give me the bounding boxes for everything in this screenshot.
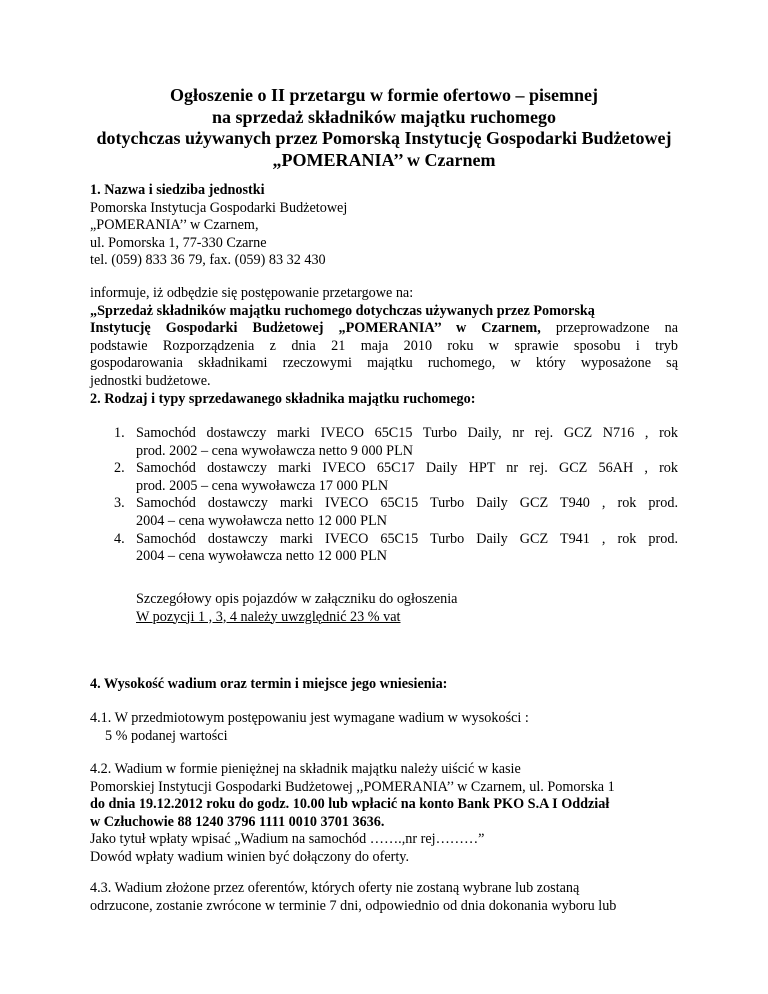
intro-line: gospodarowania składnikami rzeczowymi majątku ruchomego, w który wyposażone są <box>90 355 678 372</box>
paragraph-line: Jako tytuł wpłaty wpisać „Wadium na samochód …….,nr rej………” <box>90 831 485 848</box>
paragraph-4-1 <box>90 710 678 745</box>
section-4-heading: 4. Wysokość wadium oraz termin i miejsce jego wniesienia: <box>90 676 448 692</box>
deposit-deadline-line: do dnia 19.12.2012 roku do godz. 10.00 lub wpłacić na konto Bank PKO S.A I Oddział <box>90 796 610 813</box>
title-line-1: Ogłoszenie o II przetargu w formie ofertowo – pisemnej <box>170 85 598 105</box>
list-item-number: 2. <box>114 460 125 477</box>
section-2-heading-wrap <box>90 391 678 409</box>
paragraph-line: 5 % podanej wartości <box>105 727 228 744</box>
list-item-line: 2004 – cena wywoławcza netto 12 000 PLN <box>136 512 387 529</box>
section-1-heading: 1. Nazwa i siedziba jednostki <box>90 182 265 198</box>
list-item-line: prod. 2002 – cena wywoławcza netto 9 000 PLN <box>136 442 413 459</box>
section-1 <box>90 182 678 270</box>
paragraph-line: Dowód wpłaty wadium winien być dołączony do oferty. <box>90 848 410 865</box>
paragraph-4-3 <box>90 880 678 915</box>
list-item-number: 3. <box>114 495 125 512</box>
intro-bold-fragment: Instytucję Gospodarki Budżetowej „POMERANIA’’ w Czarnem, <box>90 320 541 337</box>
list-item <box>90 531 678 566</box>
intro-normal-fragment: przeprowadzone na <box>540 320 678 337</box>
title-line-3: dotychczas używanych przez Pomorską Instytucję Gospodarki Budżetowej <box>96 128 672 148</box>
intro-bold-line: „Sprzedaż składników majątku ruchomego dotychczas używanych przez Pomorską <box>90 302 595 319</box>
intro-line: informuje, iż odbędzie się postępowanie przetargowe na: <box>90 285 414 301</box>
address-line: ul. Pomorska 1, 77-330 Czarne <box>90 234 267 251</box>
section-2-heading: 2. Rodzaj i typy sprzedawanego składnika majątku ruchomego: <box>90 391 476 407</box>
paragraph-line: Pomorskiej Instytucji Gospodarki Budżetowej ,,POMERANIA’’ w Czarnem, ul. Pomorska 1 <box>90 778 615 795</box>
vehicle-notes <box>136 591 678 626</box>
section-4-heading-wrap <box>90 676 678 694</box>
list-item-line: Samochód dostawczy marki IVECO 65C15 Turbo Daily GCZ T940 , rok prod. <box>136 495 678 512</box>
bank-account-line: w Człuchowie 88 1240 3796 1111 0010 3701 3636. <box>90 813 385 830</box>
list-item-line: Samochód dostawczy marki IVECO 65C15 Turbo Daily, nr rej. GCZ N716 , rok <box>136 425 678 441</box>
list-item-number: 4. <box>114 530 125 547</box>
intro-paragraph <box>90 285 678 391</box>
address-line: Pomorska Instytucja Gospodarki Budżetowej <box>90 199 348 216</box>
title-line-2: na sprzedaż składników majątku ruchomego <box>211 106 557 127</box>
list-item-line: prod. 2005 – cena wywoławcza 17 000 PLN <box>136 477 389 494</box>
attachment-note: Szczegółowy opis pojazdów w załączniku do ogłoszenia <box>136 591 458 607</box>
list-item-line: 2004 – cena wywoławcza netto 12 000 PLN <box>136 548 387 565</box>
paragraph-4-2 <box>90 761 678 867</box>
list-item <box>90 425 678 460</box>
list-item <box>90 460 678 495</box>
list-item-number: 1. <box>114 425 125 441</box>
intro-line: podstawie Rozporządzenia z dnia 21 maja 2010 roku w sprawie sposobu i tryb <box>90 337 678 354</box>
document-title <box>60 85 708 171</box>
intro-line: jednostki budżetowe. <box>90 372 211 389</box>
list-item <box>90 495 678 530</box>
list-item-line: Samochód dostawczy marki IVECO 65C17 Daily HPT nr rej. GCZ 56AH , rok <box>136 460 678 477</box>
intro-mixed-line <box>90 320 678 338</box>
paragraph-line: 4.1. W przedmiotowym postępowaniu jest wymagane wadium w wysokości : <box>90 710 529 726</box>
contact-line: tel. (059) 833 36 79, fax. (059) 83 32 430 <box>90 252 326 269</box>
title-line-4: „POMERANIA’’ w Czarnem <box>272 149 496 170</box>
vat-note: W pozycji 1 , 3, 4 należy uwzględnić 23 % vat <box>136 608 401 625</box>
list-item-line: Samochód dostawczy marki IVECO 65C15 Turbo Daily GCZ T941 , rok prod. <box>136 530 678 547</box>
paragraph-line: odrzucone, zostanie zwrócone w terminie 7 dni, odpowiednio od dnia dokonania wyboru lub <box>90 897 617 914</box>
address-line: „POMERANIA’’ w Czarnem, <box>90 217 259 234</box>
vehicle-list <box>90 425 678 566</box>
paragraph-line: 4.3. Wadium złożone przez oferentów, których oferty nie zostaną wybrane lub zostaną <box>90 880 580 896</box>
paragraph-line: 4.2. Wadium w formie pieniężnej na składnik majątku należy uiścić w kasie <box>90 761 521 777</box>
